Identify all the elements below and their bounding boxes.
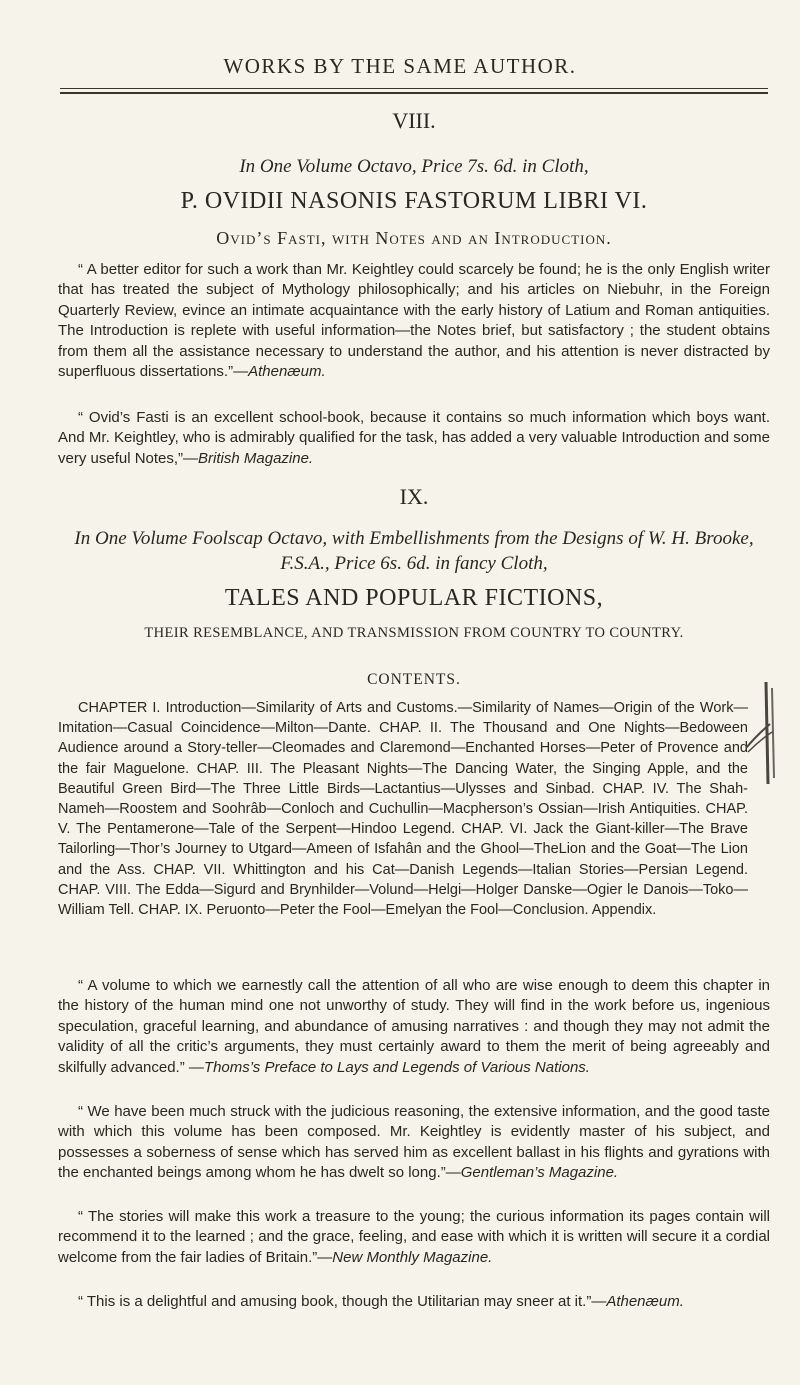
- section-8-review-2: [58, 408, 770, 469]
- review-source: Gentleman’s Magazine.: [460, 1164, 619, 1182]
- review-text: “ A better editor for such a work than Mr. Keightley could scarcely be found; he is the only English writer that has treated the subject of Mythology philosophically; and his articles on Niebuhr, in the Foreign Quarterly Review, evince an intimate acquaintance with the early history of Latium and Roman antiquities. The Introduction is replete with useful information—the Notes brief, but satisfactory ; the student obtains from them all the assistance necessary to understand the author, and his attention is never distracted by superfluous dissertations.”—: [58, 261, 770, 381]
- section-9-review-1: [58, 976, 770, 1078]
- section-9-volume-line: In One Volume Foolscap Octavo, with Embellishments from the Designs of W. H. Brooke, F.S.A., Price 6s. 6d. in fancy Cloth,: [74, 528, 754, 574]
- section-9-numeral: IX.: [399, 484, 429, 509]
- section-8-subtitle: Ovid’s Fasti, with Notes and an Introduction.: [216, 228, 612, 248]
- review-source: Athenæum.: [248, 363, 326, 381]
- running-head: WORKS BY THE SAME AUTHOR.: [223, 54, 577, 78]
- section-8-review-1: [58, 260, 770, 382]
- contents-heading: CONTENTS.: [367, 671, 461, 688]
- header-rule-thick: [60, 92, 768, 94]
- section-8-title: P. OVIDII NASONIS FASTORUM LIBRI VI.: [180, 188, 648, 214]
- review-text: “ A volume to which we earnestly call the attention of all who are wise enough to deem this chapter in the history of the human mind one not unworthy of study. They will find in the work before us, ingenious speculation, graceful learning, and abundance of amusing narratives : and though they may not admit the validity of all the critic’s arguments, they must certainly award to them the merit of being agreeably and skilfully advanced.” —: [58, 977, 770, 1076]
- review-source: Thoms’s Preface to Lays and Legends of Various Nations.: [203, 1058, 590, 1076]
- review-source: New Monthly Magazine.: [332, 1248, 493, 1266]
- contents-text: CHAPTER I. Introduction—Similarity of Arts and Customs.—Similarity of Names—Origin of the Work—Imitation—Casual Coincidence—Milton—Dante. CHAP. II. The Thousand and One Nights—Bedoween Audience around a Story-teller—Cleomades and Claremond—Enchanted Horses—Peter of Provence and the fair Maguelone. CHAP. III. The Pleasant Nights—The Dancing Water, the Singing Apple, and the Beautiful Green Bird—The Three Little Birds—Lactantius—Ulysses and Sinbad. CHAP. IV. The Shah-Nameh—Roostem and Soohrâb—Conloch and Cuchullin—Macpherson’s Ossian—Irish Antiquities. CHAP. V. The Pentamerone—Tale of the Serpent—Hindoo Legend. CHAP. VI. Jack the Giant-killer—The Brave Tailorling—Thor’s Journey to Utgard—Ameen of Isfahân and the Ghool—TheLion and the Goat—The Lion and the Ass. CHAP. VII. Whittington and his Cat—Danish Legends—Italian Stories—Persian Legend. CHAP. VIII. The Edda—Sigurd and Brynhilder—Volund—Helgi—Holger Danske—Ogier le Danois—Toko—William Tell. CHAP. IX. Peruonto—Peter the Fool—Emelyan the Fool—Conclusion. Appendix.: [58, 700, 748, 919]
- review-text: “ This is a delightful and amusing book, though the Utilitarian may sneer at it.”—: [78, 1293, 607, 1310]
- review-text: “ The stories will make this work a treasure to the young; the curious information its pages contain will recommend it to the learned ; and the grace, feeling, and ease with which it is written will secure it a cordial welcome from the fair ladies of Britain.”—: [58, 1208, 770, 1266]
- margin-doodle-icon: [744, 678, 784, 788]
- review-source: Athenæum.: [606, 1293, 684, 1310]
- review-source: British Magazine.: [198, 449, 314, 467]
- section-9-review-4: [58, 1292, 770, 1312]
- section-9-caps-line: THEIR RESEMBLANCE, AND TRANSMISSION FROM COUNTRY TO COUNTRY.: [144, 625, 684, 641]
- section-8-volume-line: In One Volume Octavo, Price 7s. 6d. in Cloth,: [239, 156, 589, 177]
- section-9-title: TALES AND POPULAR FICTIONS,: [224, 585, 604, 611]
- section-9-review-2: [58, 1102, 770, 1184]
- section-8-numeral: VIII.: [392, 108, 436, 133]
- section-9-review-3: [58, 1207, 770, 1268]
- review-text: “ Ovid’s Fasti is an excellent school-book, because it contains so much information which boys want. And Mr. Keightley, who is admirably qualified for the task, has added a very valuable Introduction and some very useful Notes,”—: [58, 409, 770, 467]
- header-rule-thin: [60, 88, 768, 89]
- review-text: “ We have been much struck with the judicious reasoning, the extensive information, and the good taste with which this volume has been composed. Mr. Keightley is evidently master of his subject, and possesses a soberness of sense which has served him as excellent ballast in his flights and gyrations with the enchanted beings among whom he has dwelt so long.”—: [58, 1103, 770, 1182]
